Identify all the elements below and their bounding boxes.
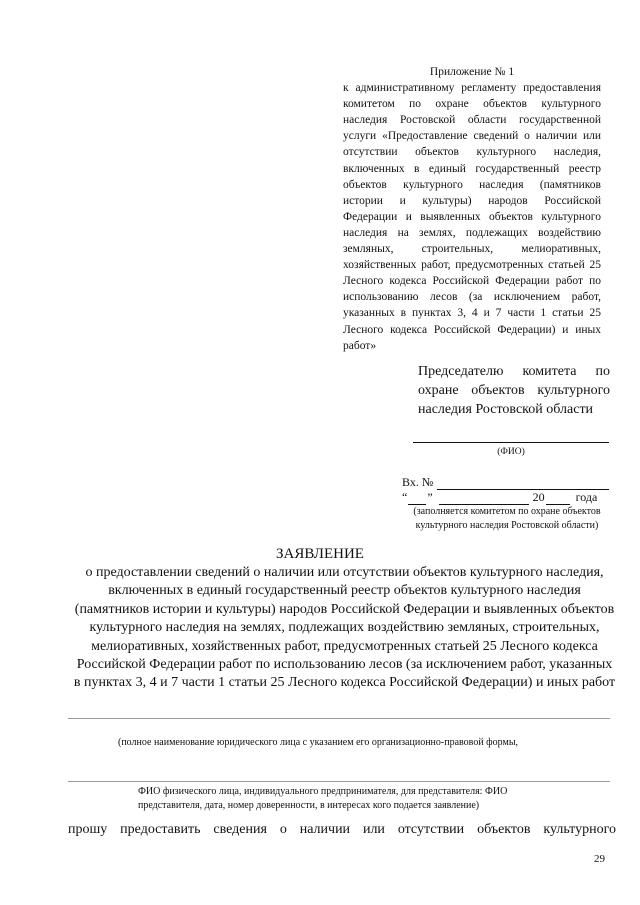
fio-signature-line xyxy=(413,442,609,443)
registration-block xyxy=(402,475,620,505)
annex-block xyxy=(343,64,601,354)
annex-title: Приложение № 1 xyxy=(429,66,515,78)
registration-note: (заполняется комитетом по охране объектов культурного наследия Ростовской области) xyxy=(413,506,601,531)
year-suffix: года xyxy=(575,490,598,504)
month-line xyxy=(439,493,529,505)
document-title: ЗАЯВЛЕНИЕ xyxy=(276,546,364,562)
addressee: Председателю комитета по охране объектов культурного наследия Ростовской области xyxy=(418,364,610,417)
incoming-number-label: Вх. № xyxy=(402,475,434,489)
date-open-quote: “ xyxy=(402,490,408,504)
day-line xyxy=(408,493,426,505)
applicant-name-line xyxy=(68,718,610,719)
legal-entity-note: (полное наименование юридического лица с указанием его организационно-правовой формы, xyxy=(118,737,519,748)
fio-label: (ФИО) xyxy=(497,447,525,457)
individual-note-line2: представителя, дата, номер доверенности, в интересах кого подается заявление) xyxy=(138,800,480,811)
applicant-fio-line xyxy=(68,781,610,782)
date-close-quote: ” xyxy=(427,490,433,504)
incoming-number-row xyxy=(402,475,620,490)
individual-note-line1: ФИО физического лица, индивидуального предпринимателя, для представителя: ФИО xyxy=(138,786,508,797)
incoming-number-line xyxy=(437,478,609,490)
page-number: 29 xyxy=(594,853,605,865)
document-subtitle: о предоставлении сведений о наличии или отсутствии объектов культурного наследия, включенных в единый государственный реестр объектов культурного наследия (памятников истории и культуры) народов Российской Федерации и выявленных объектов культурного наследия на землях, подлежащих воздействию земляных, строительных, мелиоративных, хозяйственных работ, предусмотренных статьей 25 Лесного кодекса Российской Федерации работ по использованию лесов (за исключением работ, указанных в пунктах 3, 4 и 7 части 1 статьи 25 Лесного кодекса Российской Федерации) и иных работ xyxy=(73,565,616,691)
request-text: прошу предоставить сведения о наличии или отсутствии объектов культурного xyxy=(68,822,616,837)
annex-body: к административному регламенту предоставления комитетом по охране объектов культурного наследия Ростовской области государственной услуги «Предоставление сведений о наличии или отсутствии объектов культурного наследия, включенных в единый государственный реестр объектов культурного наследия (памятников истории и культуры) народов Российской Федерации и выявленных объектов культурного наследия на землях, подлежащих воздействию земляных, строительных, мелиоративных, хозяйственных работ, предусмотренных статьей 25 Лесного кодекса Российской Федерации работ по использованию лесов (за исключением работ, указанных в пунктах 3, 4 и 7 части 1 статьи 25 Лесного кодекса Российской Федерации) и иных работ» xyxy=(343,82,601,352)
year-prefix: 20 xyxy=(532,490,545,504)
year-line xyxy=(546,493,570,505)
date-row xyxy=(402,490,620,505)
